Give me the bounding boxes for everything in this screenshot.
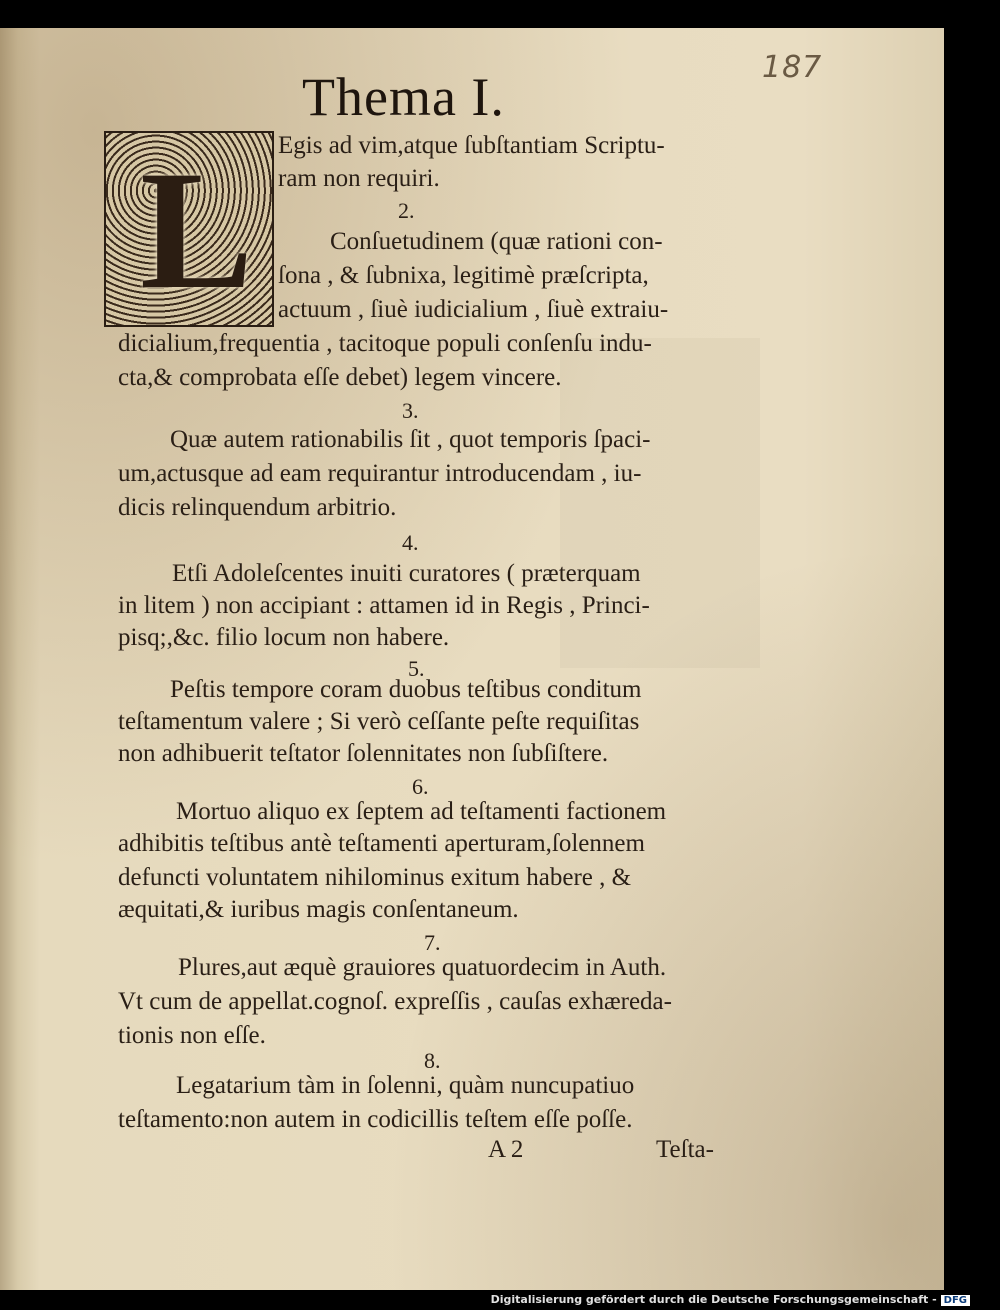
text-line: Vt cum de appellat.cognoſ. expreſſis , cauſas exhæreda-	[118, 988, 672, 1015]
text-line: Plures,aut æquè grauiores quatuordecim in Auth.	[178, 954, 667, 981]
thesis-number: 4.	[402, 530, 419, 555]
text-line: Legatarium tàm in ſolenni, quàm nuncupatiuo	[176, 1072, 635, 1099]
text-line: ſona , & ſubnixa, legitimè præſcripta,	[278, 262, 649, 289]
thesis-number: 2.	[398, 198, 415, 223]
text-line: Mortuo aliquo ex ſeptem ad teſtamenti factionem	[176, 798, 667, 825]
credit-text: Digitalisierung gefördert durch die Deutsche Forschungsgemeinschaft -	[490, 1293, 937, 1306]
decorated-initial	[104, 131, 274, 327]
thesis-number: 6.	[412, 774, 429, 799]
text-line: æquitati,& iuribus magis conſentaneum.	[118, 896, 519, 923]
text-line: dicialium,frequentia , tacitoque populi conſenſu indu-	[118, 330, 652, 357]
text-line: teſtamento:non autem in codicillis teſtem eſſe poſſe.	[118, 1106, 633, 1133]
text-line: Egis ad vim,atque ſubſtantiam Scriptu-	[278, 132, 665, 159]
initial-letter: L	[140, 136, 254, 324]
text-line: Conſuetudinem (quæ rationi con-	[330, 228, 663, 255]
text-line: in litem ) non accipiant : attamen id in Regis , Princi-	[118, 592, 650, 619]
page-title: Thema I.	[302, 67, 505, 127]
thesis-number: 8.	[424, 1048, 441, 1073]
text-line: actuum , ſiuè iudicialium , ſiuè extraiu-	[278, 296, 669, 323]
text-line: Peſtis tempore coram duobus teſtibus conditum	[170, 676, 642, 703]
thesis-number: 7.	[424, 930, 441, 955]
text-line: Etſi Adoleſcentes inuiti curatores ( præterquam	[172, 560, 641, 587]
text-line: ram non requiri.	[278, 165, 440, 192]
catchword: Teſta-	[656, 1136, 714, 1163]
text-line: defuncti voluntatem nihilominus exitum habere , &	[118, 864, 632, 891]
digitization-credit	[491, 1293, 970, 1306]
text-line: Quæ autem rationabilis ſit , quot temporis ſpaci-	[170, 426, 651, 453]
thesis-number: 3.	[402, 398, 419, 423]
text-line: dicis relinquendum arbitrio.	[118, 494, 397, 521]
text-line: adhibitis teſtibus antè teſtamenti aperturam,ſolennem	[118, 830, 645, 857]
text-line: pisq;,&c. filio locum non habere.	[118, 624, 450, 651]
dfg-logo: DFG	[941, 1295, 970, 1306]
text-line: teſtamentum valere ; Si verò ceſſante peſte requiſitas	[118, 708, 640, 735]
thesis-number: 5.	[408, 656, 425, 681]
signature-mark: A 2	[488, 1136, 524, 1163]
text-line: cta,& comprobata eſſe debet) legem vincere.	[118, 364, 562, 391]
text-line: tionis non eſſe.	[118, 1022, 266, 1049]
book-page	[0, 28, 944, 1290]
folio-number: 187	[762, 50, 823, 85]
text-line: non adhibuerit teſtator ſolennitates non ſubſiſtere.	[118, 740, 609, 767]
text-line: um,actusque ad eam requirantur introducendam , iu-	[118, 460, 642, 487]
